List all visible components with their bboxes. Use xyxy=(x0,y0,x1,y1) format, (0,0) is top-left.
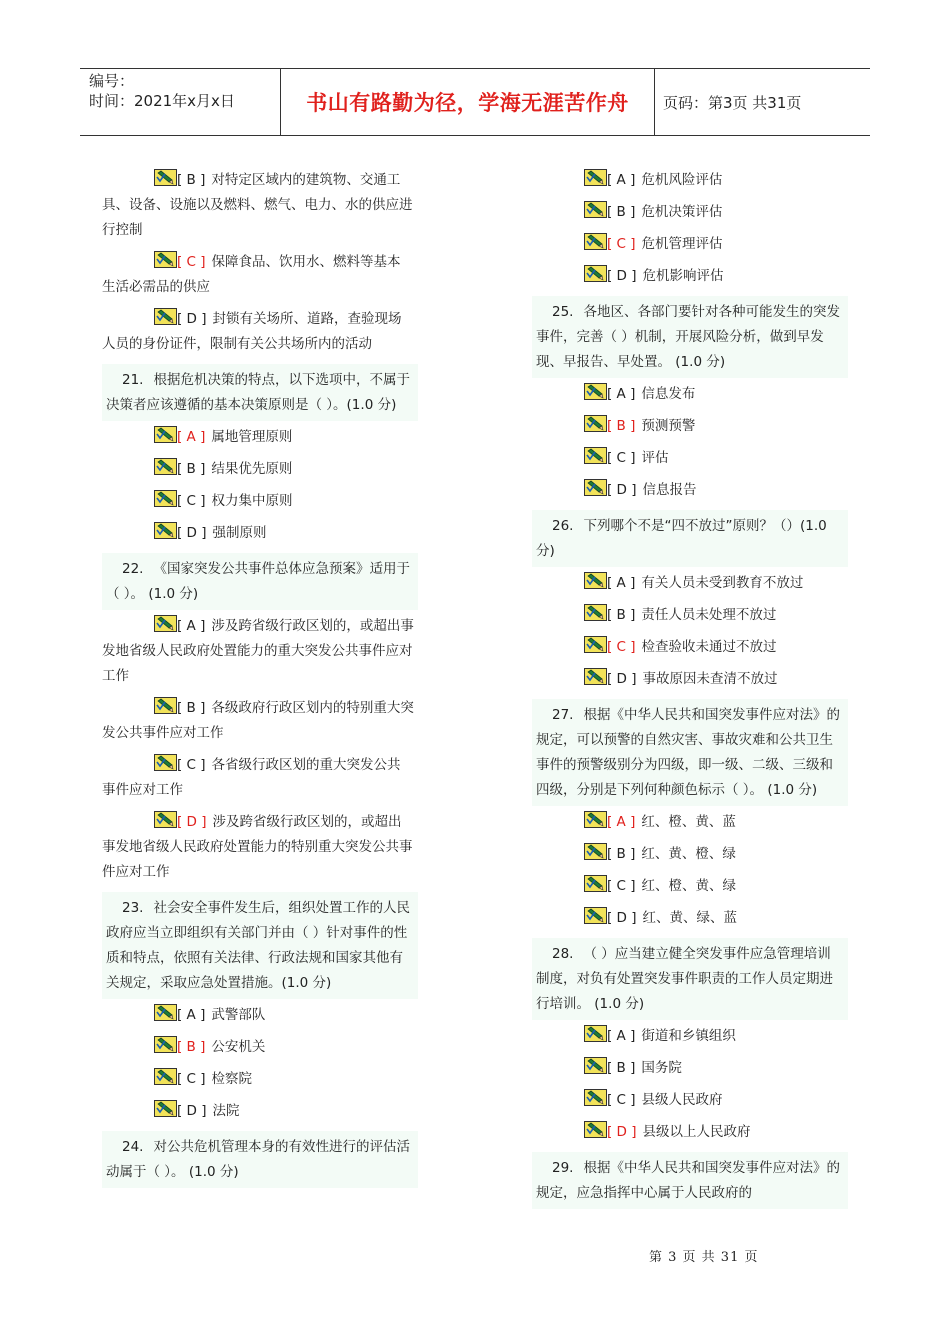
pencil-check-icon xyxy=(154,1100,177,1117)
page-footer: 第 3 页 共 31 页 xyxy=(649,1250,759,1265)
option-text: 危机影响评估 xyxy=(642,268,724,284)
option-letter: [ A ] xyxy=(607,386,636,402)
left-column xyxy=(102,168,418,1192)
option-text: 危机管理评估 xyxy=(641,236,723,252)
question-number: 21. xyxy=(122,372,144,388)
pencil-check-icon xyxy=(154,754,177,771)
option-item[interactable] xyxy=(532,382,848,407)
question-text: （ ）应当建立健全突发事件应急管理培训制度，对负有处置突发事件职责的工作人员定期进行培训。 (1.0 分) xyxy=(536,946,833,1012)
question-number: 28. xyxy=(552,946,574,962)
option-text: 检察院 xyxy=(211,1071,253,1087)
pencil-check-icon xyxy=(584,415,607,432)
question-text: 根据《中华人民共和国突发事件应对法》的规定，应急指挥中心属于人民政府的 xyxy=(536,1160,840,1201)
option-text: 危机决策评估 xyxy=(641,204,723,220)
option-letter: [ A ] xyxy=(607,575,636,591)
time-label: 时间：2021年x月x日 xyxy=(89,92,235,110)
option-letter: [ D ] xyxy=(177,525,207,541)
option-text: 红、黄、绿、蓝 xyxy=(642,910,738,926)
option-text: 强制原则 xyxy=(212,525,267,541)
question-text: 下列哪个不是“四不放过”原则？（）(1.0 分) xyxy=(536,518,827,559)
question-text: 根据《中华人民共和国突发事件应对法》的规定，可以预警的自然灾害、事故灾难和公共卫生事件的预警级别分为四级，即一级、二级、三级和四级，分别是下列何种颜色标示（ ）。 (1.0 分) xyxy=(536,707,840,798)
pencil-check-icon xyxy=(584,383,607,400)
option-letter: [ C ] xyxy=(177,1071,206,1087)
option-item[interactable] xyxy=(532,478,848,503)
option-item[interactable] xyxy=(102,753,418,803)
question-number: 25. xyxy=(552,304,574,320)
question-number: 24. xyxy=(122,1139,144,1155)
option-letter: [ D ] xyxy=(607,910,637,926)
pencil-check-icon xyxy=(584,636,607,653)
option-letter: [ D ] xyxy=(607,268,637,284)
pencil-check-icon xyxy=(154,169,177,186)
option-item[interactable] xyxy=(102,1099,418,1124)
option-item[interactable] xyxy=(102,1035,418,1060)
pencil-check-icon xyxy=(584,1089,607,1106)
option-letter: [ B ] xyxy=(177,700,206,716)
option-item[interactable] xyxy=(102,696,418,746)
option-text: 事故原因未查清不放过 xyxy=(642,671,778,687)
option-item[interactable] xyxy=(532,232,848,257)
option-letter: [ D ] xyxy=(607,671,637,687)
option-letter: [ D ] xyxy=(177,311,207,327)
pencil-check-icon xyxy=(154,490,177,507)
option-text: 街道和乡镇组织 xyxy=(641,1028,736,1044)
option-text: 结果优先原则 xyxy=(211,461,293,477)
option-item[interactable] xyxy=(102,425,418,450)
question-block xyxy=(532,938,848,1020)
pencil-check-icon xyxy=(154,697,177,714)
option-letter: [ C ] xyxy=(607,1092,636,1108)
option-item[interactable] xyxy=(532,264,848,289)
pencil-check-icon xyxy=(154,251,177,268)
question-number: 29. xyxy=(552,1160,574,1176)
option-letter: [ C ] xyxy=(607,450,636,466)
option-letter: [ C ] xyxy=(177,254,206,270)
option-item[interactable] xyxy=(532,906,848,931)
option-text: 保障食品、饮用水、燃料等基本生活必需品的供应 xyxy=(102,254,401,295)
option-text: 危机风险评估 xyxy=(641,172,723,188)
option-text: 各省级行政区划的重大突发公共事件应对工作 xyxy=(102,757,401,798)
question-text: 各地区、各部门要针对各种可能发生的突发事件，完善（ ）机制，开展风险分析，做到早发现、早报告、早处置。 (1.0 分) xyxy=(536,304,840,370)
option-item[interactable] xyxy=(102,614,418,689)
pencil-check-icon xyxy=(154,458,177,475)
pencil-check-icon xyxy=(584,233,607,250)
option-item[interactable] xyxy=(532,603,848,628)
option-item[interactable] xyxy=(532,1088,848,1113)
question-block xyxy=(532,1152,848,1209)
header-meta xyxy=(80,69,281,135)
option-letter: [ A ] xyxy=(177,618,206,634)
option-text: 对特定区域内的建筑物、交通工具、设备、设施以及燃料、燃气、电力、水的供应进行控制 xyxy=(102,172,413,238)
question-text: 《国家突发公共事件总体应急预案》适用于（ ）。 (1.0 分) xyxy=(106,561,410,602)
option-text: 法院 xyxy=(212,1103,240,1119)
pencil-check-icon xyxy=(584,1025,607,1042)
option-item[interactable] xyxy=(102,457,418,482)
pencil-check-icon xyxy=(154,1036,177,1053)
option-text: 有关人员未受到教育不放过 xyxy=(641,575,804,591)
pencil-check-icon xyxy=(154,1068,177,1085)
number-label: 编号： xyxy=(89,72,135,90)
pencil-check-icon xyxy=(584,604,607,621)
option-item[interactable] xyxy=(102,1003,418,1028)
pencil-check-icon xyxy=(584,201,607,218)
question-number: 27. xyxy=(552,707,574,723)
option-letter: [ A ] xyxy=(607,814,636,830)
option-text: 信息发布 xyxy=(641,386,696,402)
option-letter: [ B ] xyxy=(607,1060,636,1076)
option-text: 公安机关 xyxy=(211,1039,266,1055)
option-item[interactable] xyxy=(532,842,848,867)
option-item[interactable] xyxy=(532,571,848,596)
pencil-check-icon xyxy=(584,447,607,464)
option-letter: [ C ] xyxy=(607,639,636,655)
question-number: 26. xyxy=(552,518,574,534)
pencil-check-icon xyxy=(584,1121,607,1138)
pencil-check-icon xyxy=(584,668,607,685)
question-block xyxy=(102,553,418,610)
pencil-check-icon xyxy=(154,426,177,443)
pencil-check-icon xyxy=(584,907,607,924)
option-item[interactable] xyxy=(532,168,848,193)
option-text: 红、橙、黄、绿 xyxy=(641,878,737,894)
option-item[interactable] xyxy=(102,168,418,243)
question-block xyxy=(102,892,418,999)
option-item[interactable] xyxy=(532,1024,848,1049)
pencil-check-icon xyxy=(154,308,177,325)
option-letter: [ B ] xyxy=(607,846,636,862)
option-letter: [ B ] xyxy=(607,607,636,623)
option-text: 县级人民政府 xyxy=(641,1092,723,1108)
option-letter: [ C ] xyxy=(177,493,206,509)
option-letter: [ A ] xyxy=(607,1028,636,1044)
option-item[interactable] xyxy=(532,810,848,835)
pencil-check-icon xyxy=(584,572,607,589)
option-letter: [ D ] xyxy=(607,1124,637,1140)
pencil-check-icon xyxy=(154,1004,177,1021)
option-text: 封锁有关场所、道路，查验现场人员的身份证件，限制有关公共场所内的活动 xyxy=(102,311,402,352)
question-block xyxy=(532,296,848,378)
option-letter: [ B ] xyxy=(607,204,636,220)
option-letter: [ D ] xyxy=(177,1103,207,1119)
option-letter: [ D ] xyxy=(177,814,207,830)
option-item[interactable] xyxy=(532,1120,848,1145)
option-item[interactable] xyxy=(532,414,848,439)
option-text: 信息报告 xyxy=(642,482,697,498)
option-letter: [ B ] xyxy=(177,461,206,477)
option-item[interactable] xyxy=(102,521,418,546)
header-table xyxy=(80,68,870,136)
option-text: 权力集中原则 xyxy=(211,493,293,509)
option-item[interactable] xyxy=(532,667,848,692)
option-letter: [ C ] xyxy=(607,878,636,894)
option-letter: [ B ] xyxy=(177,172,206,188)
option-item[interactable] xyxy=(532,874,848,899)
question-text: 根据危机决策的特点，以下选项中，不属于决策者应该遵循的基本决策原则是（ ）。(1.0 分) xyxy=(106,372,410,413)
option-letter: [ A ] xyxy=(607,172,636,188)
option-item[interactable] xyxy=(102,250,418,300)
question-block xyxy=(532,699,848,806)
option-text: 责任人员未处理不放过 xyxy=(641,607,777,623)
pencil-check-icon xyxy=(584,169,607,186)
option-text: 红、黄、橙、绿 xyxy=(641,846,736,862)
pencil-check-icon xyxy=(154,615,177,632)
option-text: 红、橙、黄、蓝 xyxy=(641,814,736,830)
option-text: 检查验收未通过不放过 xyxy=(641,639,777,655)
question-block xyxy=(532,510,848,567)
option-item[interactable] xyxy=(532,635,848,660)
pencil-check-icon xyxy=(584,843,607,860)
header-motto: 书山有路勤为径，学海无涯苦作舟 xyxy=(281,69,655,135)
pencil-check-icon xyxy=(584,1057,607,1074)
question-number: 22. xyxy=(122,561,144,577)
question-text: 社会安全事件发生后，组织处置工作的人民政府应当立即组织有关部门并由（ ）针对事件的性质和特点，依照有关法律、行政法规和国家其他有关规定，采取应急处置措施。(1.0 分) xyxy=(106,900,410,991)
question-text: 对公共危机管理本身的有效性进行的评估活动属于（ ）。 (1.0 分) xyxy=(106,1139,410,1180)
option-item[interactable] xyxy=(532,1056,848,1081)
option-item[interactable] xyxy=(102,307,418,357)
question-number: 23. xyxy=(122,900,144,916)
option-item[interactable] xyxy=(532,446,848,471)
option-letter: [ C ] xyxy=(177,757,206,773)
option-letter: [ D ] xyxy=(607,482,637,498)
option-text: 预测预警 xyxy=(641,418,696,434)
question-block xyxy=(102,364,418,421)
pencil-check-icon xyxy=(584,875,607,892)
header-page-info: 页码：第3页 共31页 xyxy=(663,93,802,112)
option-text: 涉及跨省级行政区划的，或超出事发地省级人民政府处置能力的重大突发公共事件应对工作 xyxy=(102,618,414,684)
right-column xyxy=(532,168,848,1213)
option-text: 县级以上人民政府 xyxy=(642,1124,751,1140)
option-letter: [ B ] xyxy=(177,1039,206,1055)
option-item[interactable] xyxy=(102,810,418,885)
option-letter: [ B ] xyxy=(607,418,636,434)
option-text: 评估 xyxy=(641,450,669,466)
pencil-check-icon xyxy=(154,811,177,828)
option-item[interactable] xyxy=(102,489,418,514)
option-text: 涉及跨省级行政区划的，或超出事发地省级人民政府处置能力的特别重大突发公共事件应对工作 xyxy=(102,814,413,880)
option-text: 武警部队 xyxy=(211,1007,266,1023)
pencil-check-icon xyxy=(584,479,607,496)
pencil-check-icon xyxy=(154,522,177,539)
question-block xyxy=(102,1131,418,1188)
pencil-check-icon xyxy=(584,811,607,828)
option-item[interactable] xyxy=(532,200,848,225)
option-text: 国务院 xyxy=(641,1060,682,1076)
option-text: 各级政府行政区划内的特别重大突发公共事件应对工作 xyxy=(102,700,414,741)
option-letter: [ A ] xyxy=(177,1007,206,1023)
option-item[interactable] xyxy=(102,1067,418,1092)
option-letter: [ A ] xyxy=(177,429,206,445)
option-text: 属地管理原则 xyxy=(211,429,293,445)
pencil-check-icon xyxy=(584,265,607,282)
option-letter: [ C ] xyxy=(607,236,636,252)
